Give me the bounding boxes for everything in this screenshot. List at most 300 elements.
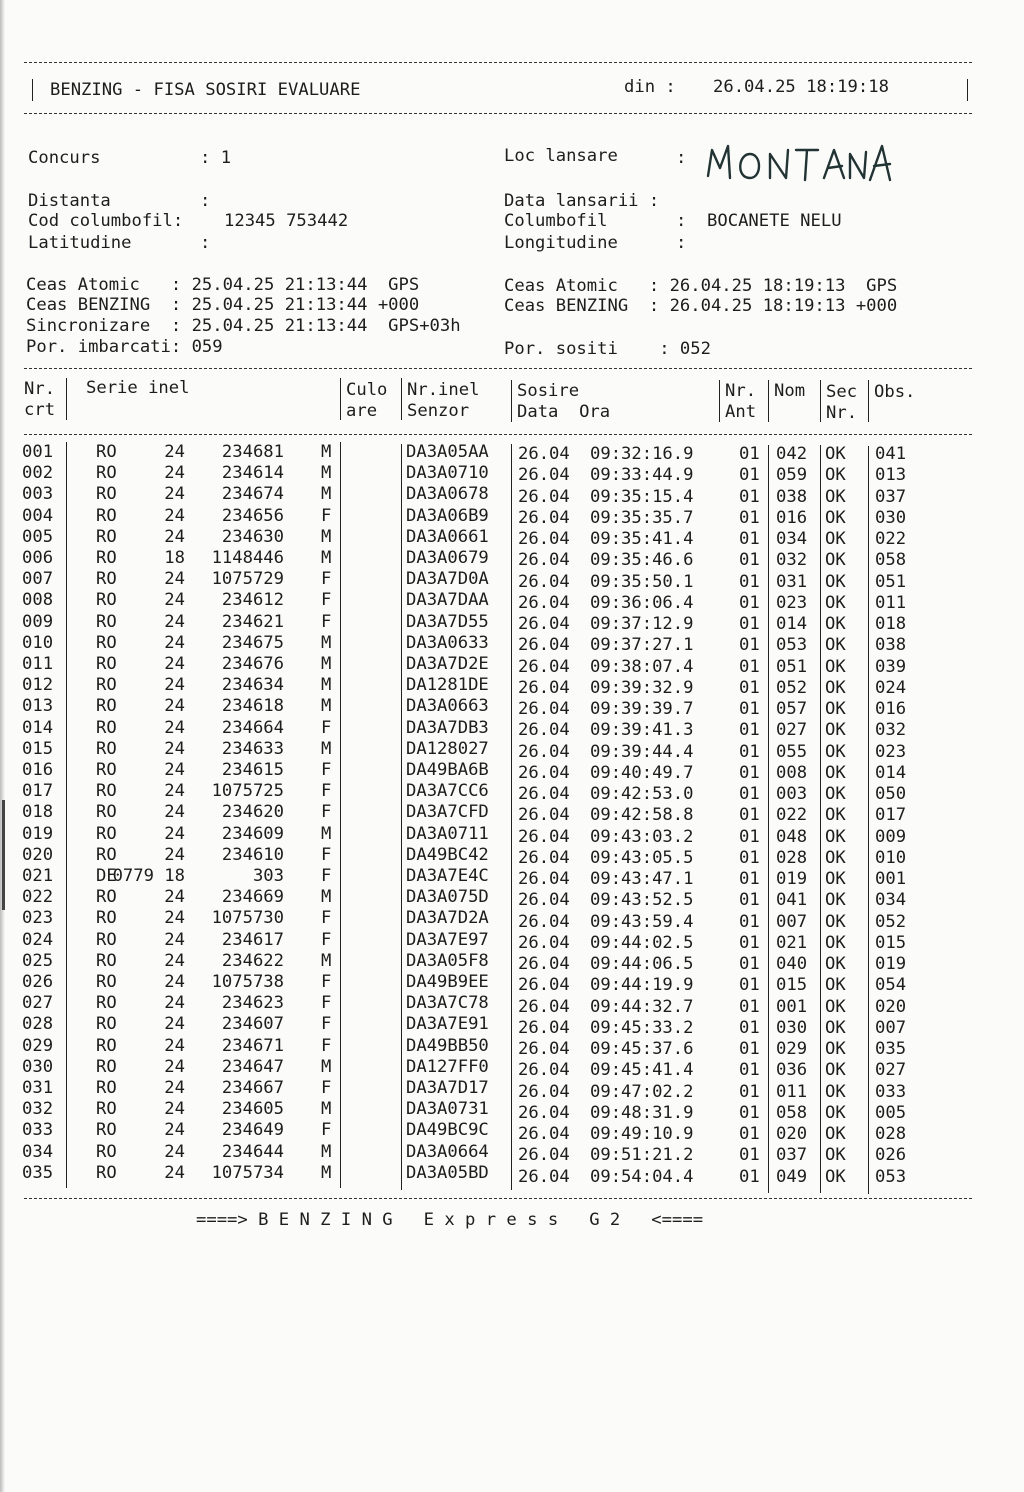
cell-ora: 09:44:06.5 (590, 954, 694, 974)
cell-data: 26.04 (518, 826, 570, 847)
cell-sec: OK (825, 571, 846, 592)
cell-tara: RO (96, 1078, 117, 1098)
cell-obs: 024 (875, 677, 907, 698)
cell-nom: 027 (776, 720, 808, 741)
cell-inel: 234623 (221, 993, 284, 1014)
cell-nr: 005 (22, 526, 54, 547)
cell-an: 24 (164, 526, 185, 547)
cell-ora: 09:35:41.4 (590, 529, 694, 549)
cell-nom: 001 (776, 996, 808, 1017)
cell-senzor: DA49BA6B (406, 760, 489, 780)
cell-an: 24 (164, 696, 185, 717)
cell-tara: RO (96, 887, 117, 908)
cell-data: 26.04 (518, 890, 570, 911)
cell-nr: 015 (22, 738, 54, 759)
sincronizare: Sincronizare : 25.04.25 21:13:44 GPS+03h (26, 316, 461, 336)
cell-obs: 019 (875, 954, 907, 974)
cell-obs: 015 (875, 932, 907, 953)
column-divider (768, 445, 769, 1193)
cell-ora: 09:44:19.9 (590, 975, 694, 996)
col-nr-crt-h1: Nr. (24, 379, 56, 399)
cell-inel: 234644 (221, 1141, 284, 1162)
cell-ant: 01 (739, 975, 760, 996)
columbofil-value: : BOCANETE NELU (676, 211, 842, 231)
cell-data: 26.04 (518, 529, 570, 549)
cell-inel: 234664 (221, 717, 284, 738)
cell-inel: 234612 (221, 590, 284, 611)
cell-sex: M (321, 442, 332, 462)
cell-senzor: DA3A0678 (406, 484, 489, 505)
cell-nom: 037 (776, 1145, 808, 1166)
cell-sec: OK (825, 975, 846, 996)
concurs-value: : 1 (200, 148, 232, 168)
cell-tara: RO (96, 1099, 117, 1120)
cell-ora: 09:32:16.9 (590, 444, 694, 464)
cell-obs: 035 (875, 1039, 907, 1059)
column-divider (340, 442, 341, 1188)
cell-tara: RO (96, 1120, 117, 1141)
cell-data: 26.04 (518, 996, 570, 1017)
cell-senzor: DA3A7D55 (406, 611, 489, 632)
cell-ant: 01 (739, 529, 760, 549)
cell-inel: 234610 (221, 844, 284, 865)
cell-nr: 026 (22, 972, 54, 992)
cell-nr: 033 (22, 1120, 54, 1141)
cell-sex: M (321, 548, 332, 568)
cell-sec: OK (825, 996, 846, 1017)
cell-nr: 035 (22, 1162, 54, 1183)
cell-ant: 01 (739, 911, 760, 932)
header-right-bar (967, 79, 968, 101)
cell-tara: RO (96, 717, 117, 738)
cell-sex: M (321, 950, 332, 971)
col-sec-h1: Sec (826, 382, 858, 402)
cell-data: 26.04 (518, 805, 570, 826)
cell-inel: 234617 (221, 929, 284, 950)
cell-an: 24 (164, 484, 185, 505)
cell-tara: RO (96, 781, 117, 802)
cell-sec: OK (825, 507, 846, 528)
cell-nr: 022 (22, 887, 54, 908)
cell-inel: 1075729 (211, 569, 284, 590)
cell-sex: M (321, 1141, 332, 1162)
cell-nr: 019 (22, 823, 54, 844)
cell-nom: 057 (776, 699, 808, 719)
cell-ant: 01 (739, 890, 760, 911)
cell-ora: 09:39:39.7 (590, 699, 694, 719)
cell-senzor: DA3A7CC6 (406, 781, 489, 802)
cell-sec: OK (825, 465, 846, 486)
cell-ant: 01 (739, 507, 760, 528)
cell-inel: 1075725 (211, 781, 284, 802)
column-divider (820, 445, 821, 1193)
cell-sex: M (321, 463, 332, 484)
cell-senzor: DA49BC42 (406, 844, 489, 865)
cell-inel: 234633 (221, 738, 284, 759)
cell-data: 26.04 (518, 1166, 570, 1187)
cell-sex: M (321, 1162, 332, 1183)
cell-sec: OK (825, 1166, 846, 1187)
table-header-top-rule (24, 368, 972, 369)
cell-nom: 036 (776, 1060, 808, 1081)
cell-nr: 007 (22, 569, 54, 590)
cell-nom: 040 (776, 954, 808, 974)
cell-sec: OK (825, 826, 846, 847)
cell-senzor: DA49B9EE (406, 972, 489, 992)
cell-an: 24 (164, 950, 185, 971)
cell-ora: 09:40:49.7 (590, 762, 694, 783)
col-sosire-h2: Data Ora (517, 402, 611, 422)
cell-nom: 008 (776, 762, 808, 783)
cell-ant: 01 (739, 932, 760, 953)
cell-data: 26.04 (518, 869, 570, 889)
cell-inel: 234605 (221, 1099, 284, 1120)
cell-sec: OK (825, 741, 846, 762)
col-nr-inel-h1: Nr.inel (407, 380, 480, 400)
cell-ant: 01 (739, 699, 760, 719)
cell-tara: RO (96, 548, 117, 568)
cell-tara: RO (96, 1035, 117, 1056)
cell-senzor: DA1281DE (406, 675, 489, 696)
cell-sex: F (321, 1120, 332, 1141)
cell-tara: RO (96, 823, 117, 844)
cell-nr: 014 (22, 717, 54, 738)
cell-data: 26.04 (518, 932, 570, 953)
cell-nr: 034 (22, 1141, 54, 1162)
cell-senzor: DA127FF0 (406, 1056, 489, 1077)
cell-obs: 054 (875, 975, 907, 996)
footer-brand: ====> B E N Z I N G E x p r e s s G 2 <==== (196, 1210, 704, 1230)
cell-data: 26.04 (518, 1060, 570, 1081)
cell-tara: RO (96, 950, 117, 971)
cell-ora: 09:36:06.4 (590, 592, 694, 613)
cell-tara: RO (96, 569, 117, 590)
cell-sex: F (321, 611, 332, 632)
col-nom-header: Nom (774, 381, 806, 401)
cell-obs: 052 (875, 911, 907, 932)
cell-inel: 234675 (221, 632, 284, 653)
cell-inel: 234647 (221, 1056, 284, 1077)
cell-data: 26.04 (518, 677, 570, 698)
cell-nr: 013 (22, 696, 54, 717)
cell-ora: 09:47:02.2 (590, 1081, 694, 1102)
cell-data: 26.04 (518, 762, 570, 783)
cell-data: 26.04 (518, 720, 570, 741)
cell-tara: RO (96, 929, 117, 950)
cell-tara: RO (96, 844, 117, 865)
cell-nom: 028 (776, 847, 808, 868)
cell-sex: F (321, 972, 332, 992)
cell-nr: 030 (22, 1056, 54, 1077)
cell-ant: 01 (739, 444, 760, 464)
col-culoare-h2: are (346, 401, 378, 421)
col-obs-header: Obs. (874, 382, 916, 402)
cell-ant: 01 (739, 486, 760, 507)
cell-nom: 019 (776, 869, 808, 889)
cell-senzor: DA3A7E4C (406, 866, 489, 886)
cell-data: 26.04 (518, 1102, 570, 1123)
cell-senzor: DA3A7DAA (406, 590, 489, 611)
ceas-atomic-end: Ceas Atomic : 26.04.25 18:19:13 GPS (504, 276, 898, 296)
cell-data: 26.04 (518, 592, 570, 613)
cell-an: 24 (164, 887, 185, 908)
cell-obs: 017 (875, 805, 907, 826)
cell-sex: F (321, 717, 332, 738)
header-divider (66, 378, 67, 420)
column-divider (401, 444, 402, 1190)
cell-obs: 011 (875, 592, 907, 613)
table-header-bottom-rule (24, 434, 972, 435)
cell-ora: 09:33:44.9 (590, 465, 694, 486)
loc-lansare-label: Loc lansare (504, 146, 618, 166)
cell-nom: 016 (776, 507, 808, 528)
cell-data: 26.04 (518, 550, 570, 571)
col-sec-h2: Nr. (826, 403, 858, 423)
cell-ant: 01 (739, 720, 760, 741)
cell-nom: 042 (776, 444, 808, 464)
cell-tara: RO (96, 738, 117, 759)
porumbei-imbarcati: Por. imbarcati: 059 (26, 337, 223, 357)
cell-sex: F (321, 760, 332, 780)
latitudine-label: Latitudine (28, 233, 132, 253)
cell-sex: F (321, 908, 332, 929)
cell-sex: F (321, 929, 332, 950)
cell-obs: 018 (875, 614, 907, 634)
cell-inel: 234667 (221, 1078, 284, 1098)
table-bottom-rule (24, 1198, 972, 1199)
cell-nr: 008 (22, 590, 54, 611)
cell-data: 26.04 (518, 614, 570, 634)
cell-tara: RO (96, 908, 117, 929)
cell-nr: 001 (22, 442, 54, 462)
cell-obs: 023 (875, 741, 907, 762)
cell-sec: OK (825, 805, 846, 826)
cell-obs: 014 (875, 762, 907, 783)
cell-inel: 1075730 (211, 908, 284, 929)
cell-data: 26.04 (518, 507, 570, 528)
col-nr-ant-h1: Nr. (725, 381, 757, 401)
cell-an: 24 (164, 1035, 185, 1056)
cell-obs: 050 (875, 784, 907, 804)
cell-ora: 09:45:33.2 (590, 1017, 694, 1038)
cell-sex: M (321, 738, 332, 759)
longitudine-value: : (676, 233, 687, 253)
ceas-benzing-end: Ceas BENZING : 26.04.25 18:19:13 +000 (504, 296, 898, 316)
cell-senzor: DA3A0679 (406, 548, 489, 568)
cell-ant: 01 (739, 656, 760, 677)
cell-nr: 021 (22, 866, 54, 886)
col-nr-crt-h2: crt (24, 400, 56, 420)
cell-obs: 010 (875, 847, 907, 868)
cell-obs: 051 (875, 571, 907, 592)
cell-ant: 01 (739, 762, 760, 783)
concurs-label: Concurs (28, 148, 101, 168)
cell-data: 26.04 (518, 1145, 570, 1166)
cell-an: 24 (164, 802, 185, 823)
report-title: BENZING - FISA SOSIRI EVALUARE (50, 80, 361, 100)
cell-senzor: DA3A05BD (406, 1162, 489, 1183)
cell-obs: 038 (875, 635, 907, 656)
cell-nom: 051 (776, 656, 808, 677)
cell-tara: RO (96, 590, 117, 611)
cell-sec: OK (825, 762, 846, 783)
cell-nom: 029 (776, 1039, 808, 1059)
cell-sex: M (321, 887, 332, 908)
cell-tara: RO (96, 1162, 117, 1183)
cell-an: 24 (164, 738, 185, 759)
cell-ant: 01 (739, 1017, 760, 1038)
cell-an: 24 (164, 1014, 185, 1035)
porumbei-sositi: Por. sositi : 052 (504, 339, 711, 359)
col-sosire-h1: Sosire (517, 381, 580, 401)
cell-inel: 234615 (221, 760, 284, 780)
cell-nom: 021 (776, 932, 808, 953)
cell-senzor: DA49BB50 (406, 1035, 489, 1056)
cell-tara: RO (96, 611, 117, 632)
cell-an: 24 (164, 569, 185, 590)
header-divider (820, 380, 821, 422)
cell-tara: RO (96, 972, 117, 992)
cell-an: 24 (164, 1141, 185, 1162)
cell-nr: 031 (22, 1078, 54, 1098)
cell-ora: 09:54:04.4 (590, 1166, 694, 1187)
cell-obs: 005 (875, 1102, 907, 1123)
cell-tara: RO (96, 526, 117, 547)
cell-an: 24 (164, 1120, 185, 1141)
cell-data: 26.04 (518, 465, 570, 486)
cell-data: 26.04 (518, 656, 570, 677)
cell-ant: 01 (739, 1124, 760, 1144)
header-left-bar (32, 79, 33, 101)
cell-senzor: DA3A7DB3 (406, 717, 489, 738)
cell-data: 26.04 (518, 1039, 570, 1059)
cell-nom: 059 (776, 465, 808, 486)
cell-ora: 09:43:59.4 (590, 911, 694, 932)
cell-inel: 234676 (221, 654, 284, 674)
cell-ora: 09:39:41.3 (590, 720, 694, 741)
col-nr-inel-h2: Senzor (407, 401, 470, 421)
cell-sec: OK (825, 614, 846, 634)
cod-columbofil-value: 12345 753442 (224, 211, 349, 231)
cell-an: 24 (164, 1099, 185, 1120)
cell-an: 0779 18 (112, 866, 185, 886)
columbofil-label: Columbofil (504, 211, 608, 231)
cell-ant: 01 (739, 465, 760, 486)
cell-nr: 023 (22, 908, 54, 929)
cell-nom: 049 (776, 1166, 808, 1187)
cell-data: 26.04 (518, 847, 570, 868)
cell-obs: 001 (875, 869, 907, 889)
cell-senzor: DA3A7D0A (406, 569, 489, 590)
cell-data: 26.04 (518, 784, 570, 804)
cell-tara: RO (96, 1014, 117, 1035)
cell-tara: RO (96, 802, 117, 823)
cell-inel: 234681 (221, 442, 284, 462)
cell-data: 26.04 (518, 741, 570, 762)
header-bottom-rule (24, 113, 972, 114)
cell-nr: 003 (22, 484, 54, 505)
cell-sex: F (321, 1078, 332, 1098)
cell-inel: 303 (252, 866, 284, 886)
cell-ora: 09:51:21.2 (590, 1145, 694, 1166)
cell-sex: F (321, 505, 332, 526)
cell-ora: 09:45:37.6 (590, 1039, 694, 1059)
cell-nr: 009 (22, 611, 54, 632)
cell-sec: OK (825, 784, 846, 804)
cell-nom: 041 (776, 890, 808, 911)
cell-data: 26.04 (518, 444, 570, 464)
cell-an: 24 (164, 611, 185, 632)
cell-sec: OK (825, 1145, 846, 1166)
cell-nom: 034 (776, 529, 808, 549)
cell-sec: OK (825, 869, 846, 889)
cell-nr: 010 (22, 632, 54, 653)
cell-sec: OK (825, 890, 846, 911)
loc-lansare-colon: : (676, 148, 687, 168)
cell-sec: OK (825, 550, 846, 571)
cell-inel: 234630 (221, 526, 284, 547)
paper-edge-shadow (0, 0, 5, 1492)
cell-obs: 058 (875, 550, 907, 571)
cell-ant: 01 (739, 1102, 760, 1123)
cell-ora: 09:35:35.7 (590, 507, 694, 528)
header-divider (511, 380, 512, 422)
cell-tara: RO (96, 442, 117, 462)
cell-obs: 007 (875, 1017, 907, 1038)
cell-tara: RO (96, 760, 117, 780)
cell-obs: 053 (875, 1166, 907, 1187)
cell-sec: OK (825, 444, 846, 464)
cell-sec: OK (825, 1039, 846, 1059)
cell-nom: 052 (776, 677, 808, 698)
cell-nr: 025 (22, 950, 54, 971)
cell-tara: RO (96, 675, 117, 696)
cell-ant: 01 (739, 784, 760, 804)
cell-data: 26.04 (518, 635, 570, 656)
cell-ant: 01 (739, 1039, 760, 1059)
ceas-atomic-start: Ceas Atomic : 25.04.25 21:13:44 GPS (26, 275, 420, 295)
cell-sex: M (321, 696, 332, 717)
header-divider (719, 380, 720, 422)
cell-an: 18 (164, 548, 185, 568)
cell-ant: 01 (739, 741, 760, 762)
cell-ora: 09:35:50.1 (590, 571, 694, 592)
cell-ora: 09:42:53.0 (590, 784, 694, 804)
cell-tara: RO (96, 484, 117, 505)
cell-ant: 01 (739, 869, 760, 889)
cell-tara: RO (96, 993, 117, 1014)
cell-inel: 234634 (221, 675, 284, 696)
cell-ant: 01 (739, 847, 760, 868)
cell-senzor: DA3A0633 (406, 632, 489, 653)
cell-ora: 09:43:05.5 (590, 847, 694, 868)
cell-sec: OK (825, 932, 846, 953)
column-divider (868, 446, 869, 1194)
cell-sec: OK (825, 1017, 846, 1038)
cell-senzor: DA3A0731 (406, 1099, 489, 1120)
cell-nr: 027 (22, 993, 54, 1014)
cell-sec: OK (825, 1081, 846, 1102)
cell-tara: RO (96, 463, 117, 484)
scan-edge-mark (2, 800, 5, 910)
cell-ora: 09:39:44.4 (590, 741, 694, 762)
header-divider (868, 380, 869, 422)
cell-an: 24 (164, 717, 185, 738)
din-label: din : (624, 77, 676, 97)
cell-senzor: DA3A0664 (406, 1141, 489, 1162)
cell-nom: 003 (776, 784, 808, 804)
cell-inel: 234669 (221, 887, 284, 908)
